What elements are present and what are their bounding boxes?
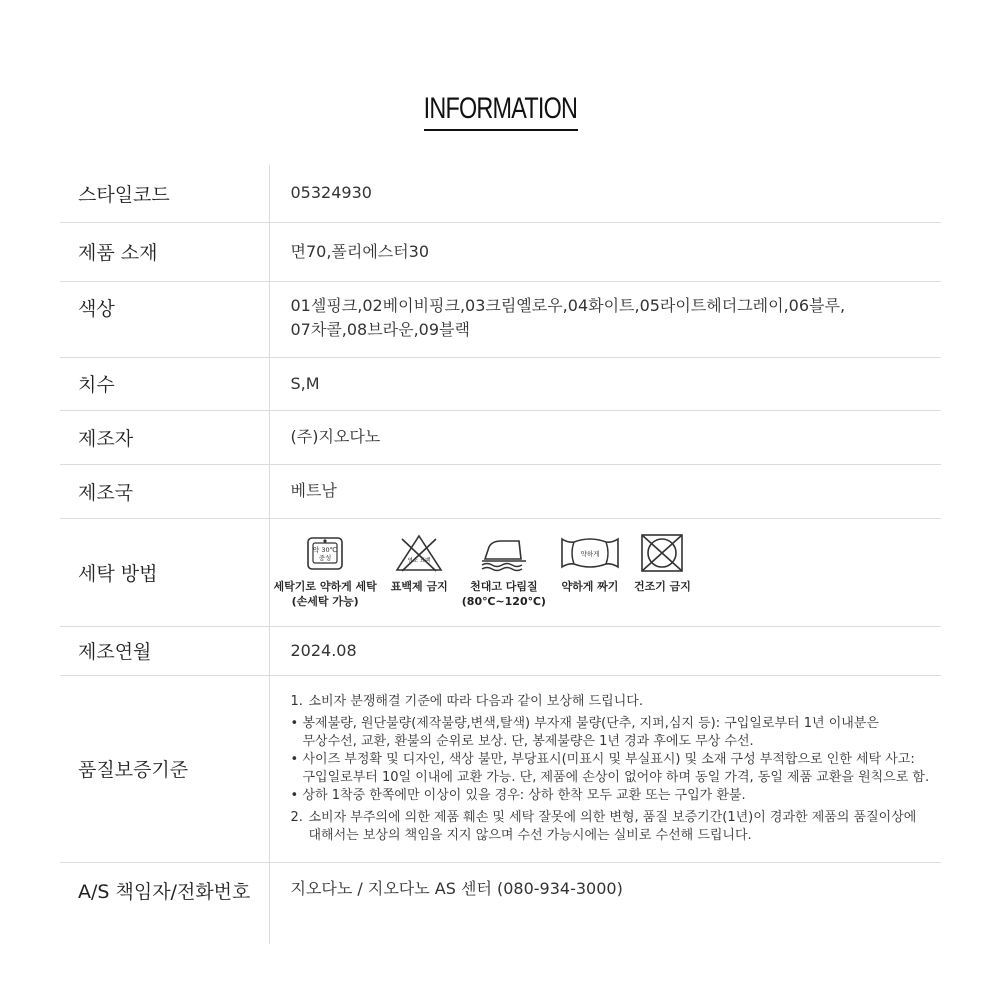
page-title: INFORMATION [423,92,577,125]
page-title-wrap [0,92,1000,126]
bleach-text: 염소 표백 [407,557,431,564]
quality-bullets [291,715,942,805]
wash-30c-icon [305,533,345,573]
title-underline [424,129,578,131]
quality-text [291,693,942,845]
bullet-line: • 사이즈 부정확 및 디자인, 색상 불만, 부당표시(미표시 및 부실표시) 및 소재 구성 부적합으로 인한 세탁 사고: [302,751,915,767]
bullet-line: • 봉제불량, 원단불량(제작불량,변색,탈색) 부자재 불량(단추, 지퍼,심지 등): 구입일로부터 1년 이내분은 [302,715,879,731]
care-label-line: (손세탁 가능) [291,594,359,608]
iron-cloth-icon [479,533,529,573]
row-label: 제조자 [60,410,269,464]
row-label: A/S 책임자/전화번호 [60,862,269,944]
care-label-line: (80℃~120℃) [461,594,546,608]
table-row [60,281,941,357]
list-item [291,751,942,787]
table-row [60,222,941,281]
care-symbols [274,519,942,609]
row-label: 색상 [60,281,269,357]
row-label: 치수 [60,357,269,410]
para-text: 소비자 분쟁해결 기준에 따라 다음과 같이 보상해 드립니다. [308,693,643,709]
no-tumble-dry-icon [639,533,685,573]
para-line: 대해서는 보상의 책임을 지지 않으며 수선 가능시에는 실비로 수선해 드립니다. [308,827,752,843]
color-line-2: 07차콜,08브라운,09블랙 [290,319,470,339]
no-bleach-icon [394,533,444,573]
care-label [391,579,448,594]
row-value: 지오다노 / 지오다노 AS 센터 (080-934-3000) [290,878,623,898]
row-label: 제품 소재 [60,222,269,281]
row-value: (주)지오다노 [269,410,941,464]
care-item-iron [462,533,546,609]
table-row [60,410,941,464]
row-value [269,281,941,357]
list-item [291,715,942,751]
table-row [60,862,941,944]
row-value: 05324930 [269,165,941,222]
row-value: 2024.08 [269,626,941,675]
para-line: 소비자 부주의에 의한 제품 훼손 및 세탁 잘못에 의한 변형, 품질 보증기간(1년)이 경과한 제품의 품질이상에 [308,809,917,825]
wash-care-cell [269,518,941,626]
row-label: 세탁 방법 [60,518,269,626]
quality-cell [269,675,941,862]
wring-text: 약하게 [580,549,600,558]
care-item-dry [634,533,691,594]
row-value: 베트남 [269,464,941,518]
care-item-wash [274,533,377,609]
bullet-line: 무상수선, 교환, 환불의 순위로 보상. 단, 봉제불량은 1년 경과 후에도 무상 수선. [302,733,754,749]
care-label-line: 건조기 금지 [633,579,691,593]
quality-para-2 [291,809,942,845]
wash-temp-text: 약 30℃ [313,545,338,554]
row-label: 제조연월 [60,626,269,675]
table-row [60,357,941,410]
color-line-1: 01셀핑크,02베이비핑크,03크림옐로우,04화이트,05라이트헤더그레이,06블루, [290,295,846,315]
row-label: 품질보증기준 [60,675,269,862]
care-label [561,579,618,594]
list-item [291,787,942,805]
table-row [60,165,941,222]
row-value: S,M [269,357,941,410]
table-row [60,626,941,675]
table-row [60,518,941,626]
para-text [309,809,917,845]
info-table [60,165,941,944]
table-row [60,675,941,862]
care-label-line: 세탁기로 약하게 세탁 [273,579,377,593]
row-label: 제조국 [60,464,269,518]
care-label-line: 천대고 다림질 [470,579,538,593]
care-label-line: 표백제 금지 [390,579,448,593]
bullet-line: • 상하 1착중 한쪽에만 이상이 있을 경우: 상하 한착 모두 교환 또는 구입가 환불. [302,787,746,803]
care-item-bleach [391,533,448,594]
care-label [634,579,691,594]
para-number: 2. [290,809,303,825]
care-label [274,579,377,609]
row-label: 스타일코드 [60,165,269,222]
para-number: 1. [290,693,303,709]
care-label-line: 약하게 짜기 [561,579,619,593]
row-value: 면70,폴리에스터30 [269,222,941,281]
care-label [462,579,546,609]
table-row [60,464,941,518]
wash-neutral-text: 중성 [318,553,332,562]
care-item-wring [560,533,620,594]
quality-para-1 [291,693,942,711]
bullet-line: 구입일로부터 10일 이내에 교환 가능. 단, 제품에 손상이 없어야 하며 동일 가격, 동일 제품 교환을 원칙으로 함. [302,769,930,785]
wring-gently-icon [560,533,620,573]
